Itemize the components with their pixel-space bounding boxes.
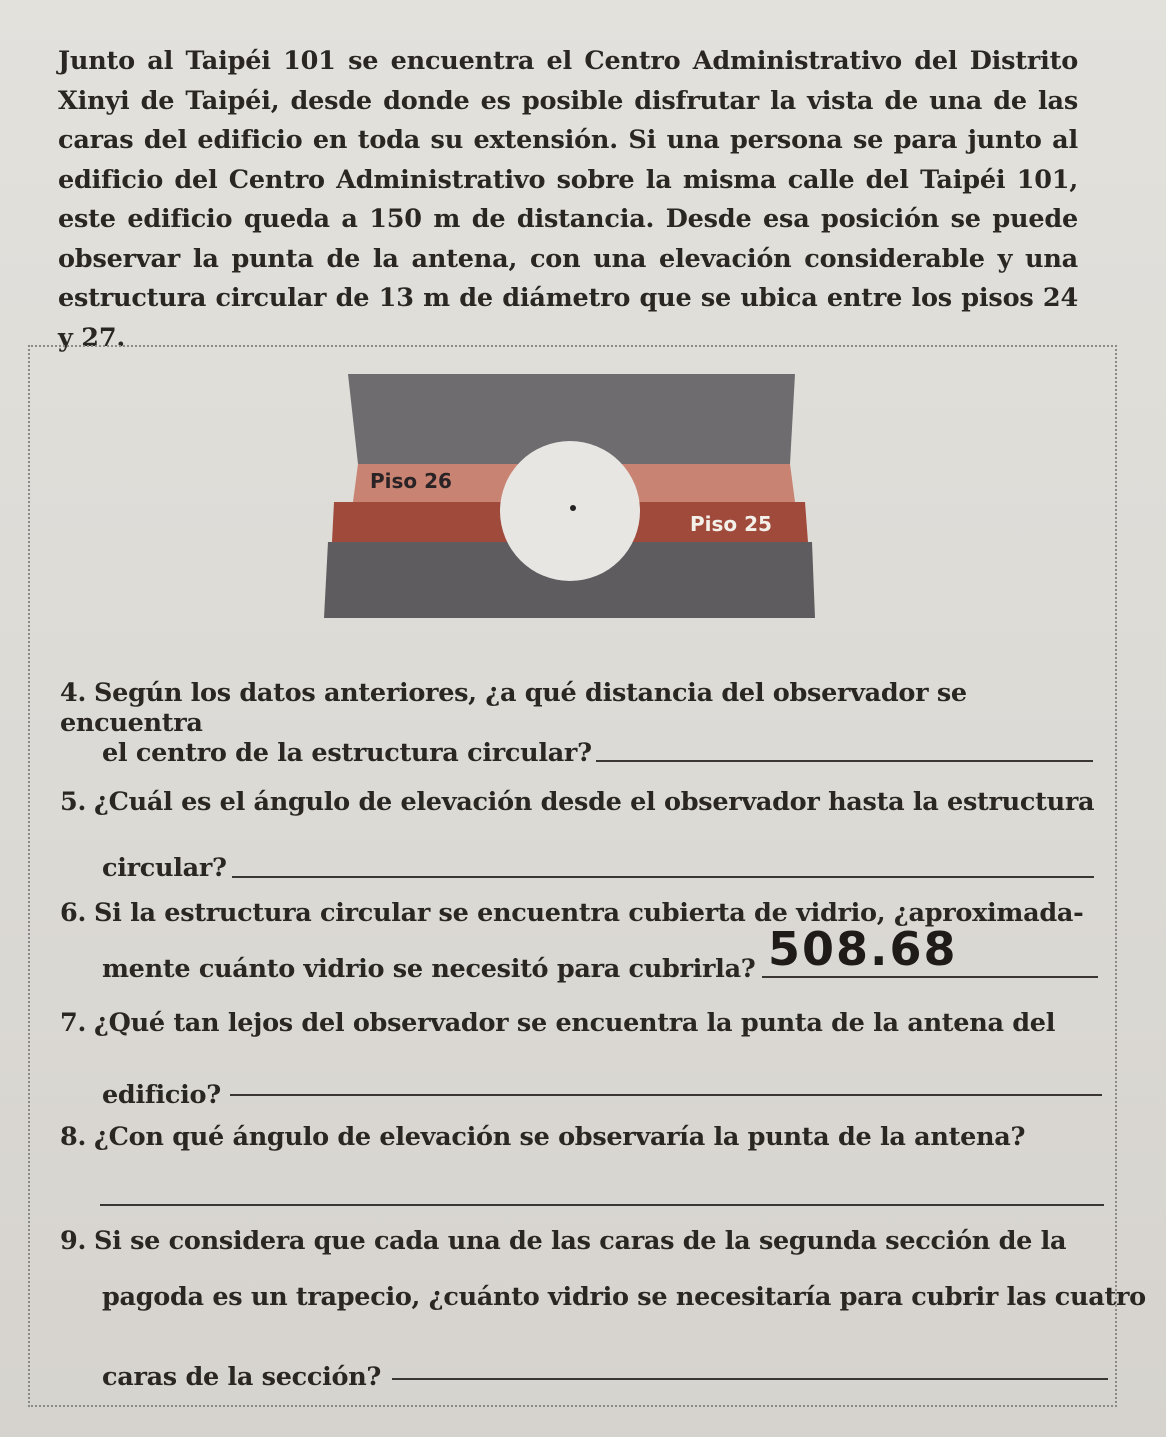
floor-26-label: Piso 26 [370, 469, 452, 493]
question-5 [60, 787, 1110, 883]
question-number: 5. [60, 787, 87, 817]
circle-center-dot [570, 505, 576, 511]
question-text-continued: el centro de la estructura circular? [102, 738, 592, 768]
question-text-continued: mente cuánto vidrio se necesitó para cubrirla? [102, 954, 756, 984]
floor-25-label: Piso 25 [690, 512, 772, 536]
question-8 [60, 1122, 1110, 1152]
question-number: 8. [60, 1122, 87, 1152]
answer-line-5[interactable] [232, 876, 1094, 878]
circular-structure [500, 441, 640, 581]
answer-line-6[interactable] [762, 976, 1098, 978]
question-4 [60, 678, 1110, 768]
question-number: 6. [60, 898, 87, 928]
answer-line-9[interactable] [392, 1378, 1108, 1380]
question-text: ¿Con qué ángulo de elevación se observaría la punta de la antena? [94, 1122, 1026, 1152]
question-number: 9. [60, 1226, 87, 1256]
question-number: 7. [60, 1008, 87, 1038]
circular-structure-diagram [320, 372, 820, 622]
handwritten-answer-6: 508.68 [768, 922, 958, 976]
answer-line-4[interactable] [596, 760, 1093, 762]
question-text-continued: pagoda es un trapecio, ¿cuánto vidrio se necesitaría para cubrir las cuatro [102, 1282, 1146, 1312]
answer-line-7[interactable] [230, 1094, 1102, 1096]
question-text: ¿Qué tan lejos del observador se encuentra la punta de la antena del [94, 1008, 1056, 1038]
question-text-continued: edificio? [102, 1080, 221, 1110]
question-number: 4. [60, 678, 87, 708]
question-text: Si la estructura circular se encuentra cubierta de vidrio, ¿aproximada- [94, 898, 1084, 928]
question-9 [60, 1226, 1146, 1392]
question-text: ¿Cuál es el ángulo de elevación desde el observador hasta la estructura [94, 787, 1095, 817]
question-text-continued-2: caras de la sección? [102, 1362, 382, 1392]
intro-paragraph: Junto al Taipéi 101 se encuentra el Centro Administrativo del Distrito Xinyi de Taipéi, desde donde es posible disfrutar la vista de una de las caras del edificio en toda su extensión. Si una persona se para junto al edificio del Centro Administrativo sobre la misma calle del Taipéi 101, este edificio queda a 150 m de distancia. Desde esa posición se puede observar la punta de la antena, con una elevación considerable y una estructura circular de 13 m de diámetro que se ubica entre los pisos 24 y 27. [58, 46, 1078, 353]
question-7 [60, 1008, 1110, 1110]
question-text: Si se considera que cada una de las caras de la segunda sección de la [94, 1226, 1067, 1256]
question-text: Según los datos anteriores, ¿a qué distancia del observador se encuentra [60, 678, 967, 738]
question-text-continued: circular? [102, 853, 227, 883]
answer-line-8[interactable] [100, 1204, 1104, 1206]
